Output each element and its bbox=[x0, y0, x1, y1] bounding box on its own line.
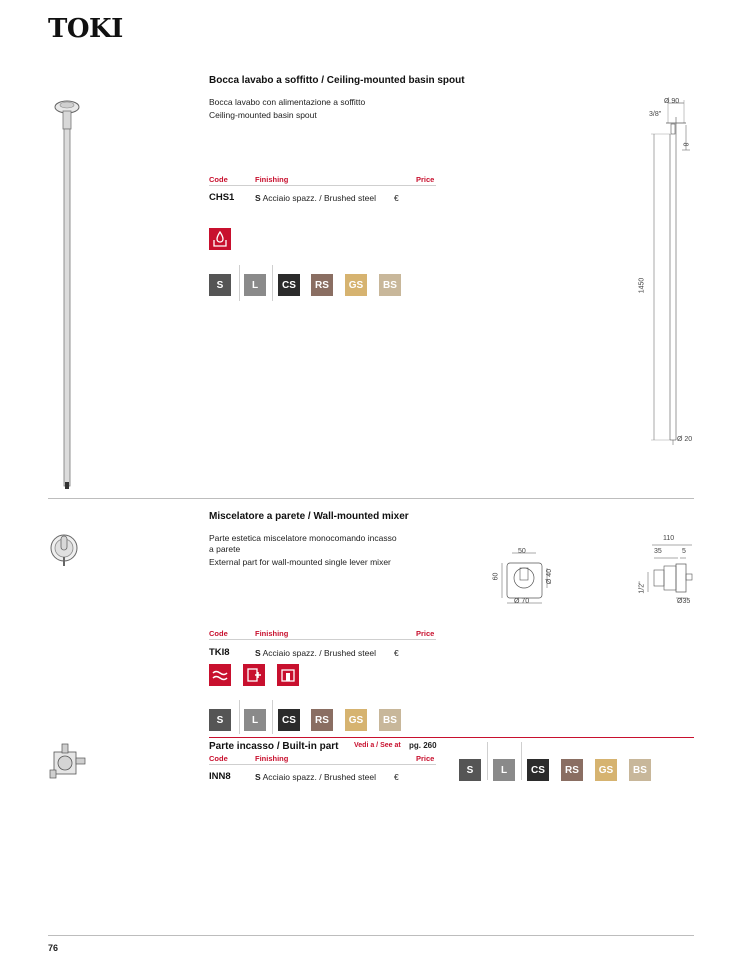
product-code: TKI8 bbox=[209, 647, 230, 658]
price-value: € bbox=[394, 772, 399, 782]
finish-swatch-l: L bbox=[493, 759, 515, 781]
dim-1450: 1450 bbox=[638, 277, 646, 294]
price-value: € bbox=[394, 648, 399, 658]
dim-half-inch: 1/2" bbox=[638, 581, 646, 594]
dim-110: 110 bbox=[663, 535, 675, 542]
finish-swatch-cs: CS bbox=[278, 709, 300, 731]
finish-swatch-s: S bbox=[459, 759, 481, 781]
mixer-front-drawing bbox=[495, 545, 565, 610]
code-header: Code bbox=[209, 629, 228, 638]
finish-swatch-gs: GS bbox=[595, 759, 617, 781]
spout-technical-drawing bbox=[640, 95, 700, 450]
divider bbox=[239, 265, 240, 301]
dim-50: 50 bbox=[518, 548, 526, 555]
dim-5: 5 bbox=[682, 548, 686, 555]
divider bbox=[521, 742, 522, 780]
dim-diameter-40: Ø 40 bbox=[546, 568, 554, 585]
divider bbox=[272, 700, 273, 734]
finish-swatch-rs: RS bbox=[311, 709, 333, 731]
table-rule bbox=[209, 764, 436, 765]
section-divider bbox=[48, 498, 694, 499]
mixer-side-drawing bbox=[640, 540, 700, 605]
page-reference[interactable]: pg. 260 bbox=[409, 741, 437, 750]
finishing-header: Finishing bbox=[255, 175, 289, 184]
finish-swatch-s: S bbox=[209, 274, 231, 296]
mixer-desc-it: Parte estetica miscelatore monocomando incasso bbox=[209, 533, 397, 543]
dim-diameter-70: Ø 70 bbox=[514, 598, 530, 605]
product-code: INN8 bbox=[209, 771, 231, 782]
table-rule bbox=[209, 185, 436, 186]
spout-title: Bocca lavabo a soffitto / Ceiling-mounted basin spout bbox=[209, 75, 465, 86]
finish-swatch-l: L bbox=[244, 274, 266, 296]
finishing-header: Finishing bbox=[255, 629, 289, 638]
table-rule bbox=[209, 639, 436, 640]
finish-swatch-bs: BS bbox=[379, 709, 401, 731]
price-header: Price bbox=[416, 629, 435, 638]
divider bbox=[239, 700, 240, 734]
mixer-desc-it-2: a parete bbox=[209, 544, 241, 554]
product-code: CHS1 bbox=[209, 192, 235, 203]
dim-35: 35 bbox=[654, 548, 662, 555]
dim-8: 8 bbox=[681, 142, 689, 147]
finish-description: S Acciaio spazz. / Brushed steel bbox=[255, 772, 376, 782]
hot-cold-icon bbox=[243, 664, 265, 686]
dim-diameter-35: Ø35 bbox=[677, 598, 691, 605]
finishing-header: Finishing bbox=[255, 754, 289, 763]
flow-wave-icon bbox=[209, 664, 231, 686]
code-header: Code bbox=[209, 175, 228, 184]
builtin-part-illustration bbox=[48, 740, 88, 782]
finish-description: S Acciaio spazz. / Brushed steel bbox=[255, 648, 376, 658]
price-header: Price bbox=[416, 175, 435, 184]
finish-swatch-rs: RS bbox=[311, 274, 333, 296]
see-at-label: Vedi a / See at bbox=[354, 742, 401, 749]
ceiling-spout-illustration bbox=[48, 94, 88, 494]
page-number: 76 bbox=[48, 943, 59, 953]
divider bbox=[487, 742, 488, 780]
code-header: Code bbox=[209, 754, 228, 763]
finish-swatch-bs: BS bbox=[379, 274, 401, 296]
water-saving-icon bbox=[209, 228, 231, 250]
finish-swatch-gs: GS bbox=[345, 709, 367, 731]
dim-diameter-90: Ø 90 bbox=[664, 98, 680, 105]
finish-swatch-rs: RS bbox=[561, 759, 583, 781]
finish-swatch-gs: GS bbox=[345, 274, 367, 296]
builtin-red-rule bbox=[209, 737, 694, 738]
finish-description: S Acciaio spazz. / Brushed steel bbox=[255, 193, 376, 203]
brand-logo: TOKI bbox=[48, 14, 123, 44]
cartridge-icon bbox=[277, 664, 299, 686]
spout-desc-en: Ceiling-mounted basin spout bbox=[209, 110, 317, 120]
dim-diameter-20: Ø 20 bbox=[677, 436, 693, 443]
finish-swatch-cs: CS bbox=[278, 274, 300, 296]
divider bbox=[272, 265, 273, 301]
builtin-title: Parte incasso / Built-in part bbox=[209, 741, 339, 752]
dim-thread: 3/8" bbox=[649, 111, 662, 118]
price-header: Price bbox=[416, 754, 435, 763]
finish-swatch-l: L bbox=[244, 709, 266, 731]
finish-swatch-cs: CS bbox=[527, 759, 549, 781]
mixer-title: Miscelatore a parete / Wall-mounted mixer bbox=[209, 511, 409, 522]
finish-swatch-s: S bbox=[209, 709, 231, 731]
dim-60: 60 bbox=[492, 572, 500, 581]
mixer-desc-en: External part for wall-mounted single lever mixer bbox=[209, 557, 391, 567]
price-value: € bbox=[394, 193, 399, 203]
wall-mixer-illustration bbox=[48, 528, 82, 570]
spout-desc-it: Bocca lavabo con alimentazione a soffitto bbox=[209, 97, 366, 107]
finish-swatch-bs: BS bbox=[629, 759, 651, 781]
footer-rule bbox=[48, 935, 694, 936]
